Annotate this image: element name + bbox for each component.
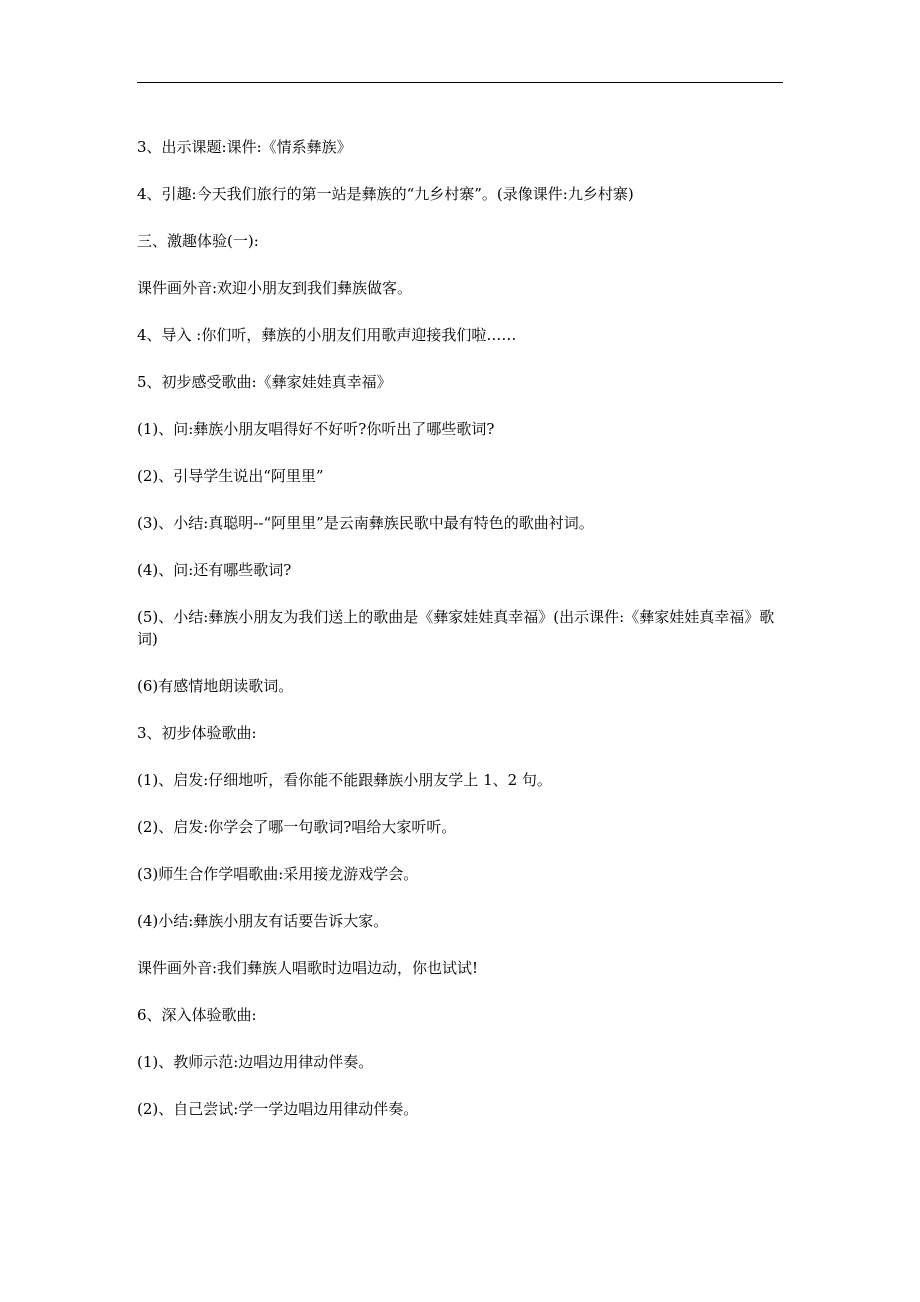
paragraph: (1)、教师示范:边唱边用律动伴奏。 [137,1053,374,1071]
paragraph: (6)有感情地朗读歌词。 [137,677,294,695]
paragraph: 5、初步感受歌曲:《彝家娃娃真幸福》 [137,373,392,391]
paragraph: (1)、问:彝族小朋友唱得好不好听?你听出了哪些歌词? [137,420,495,438]
paragraph: (3)师生合作学唱歌曲:采用接龙游戏学会。 [137,865,419,883]
paragraph: 4、引趣:今天我们旅行的第一站是彝族的“九乡村寨”。(录像课件:九乡村寨) [137,185,634,203]
paragraph: 课件画外音:我们彝族人唱歌时边唱边动，你也试试! [137,959,479,977]
paragraph: 4、导入 :你们听，彝族的小朋友们用歌声迎接我们啦…… [137,326,517,344]
paragraph: 课件画外音:欢迎小朋友到我们彝族做客。 [137,279,413,297]
paragraph: 3、初步体验歌曲: [137,724,257,742]
paragraph: (2)、引导学生说出“阿里里” [137,467,324,485]
paragraph: (1)、启发:仔细地听，看你能不能跟彝族小朋友学上 1、2 句。 [137,771,552,789]
section-heading: 三、激趣体验(一): [137,232,259,250]
paragraph: (4)小结:彝族小朋友有话要告诉大家。 [137,912,389,930]
paragraph: (2)、自己尝试:学一学边唱边用律动伴奏。 [137,1100,419,1118]
paragraph: 6、深入体验歌曲: [137,1006,257,1024]
paragraph: (2)、启发:你学会了哪一句歌词?唱给大家听听。 [137,818,457,836]
paragraph: 3、出示课题:课件:《情系彝族》 [137,138,352,156]
document-body [137,136,783,1120]
paragraph: (4)、问:还有哪些歌词? [137,561,292,579]
header-rule [137,82,783,83]
paragraph: (5)、小结:彝族小朋友为我们送上的歌曲是《彝家娃娃真幸福》(出示课件:《彝家娃娃真幸福》歌词) [137,608,775,648]
paragraph: (3)、小结:真聪明--“阿里里”是云南彝族民歌中最有特色的歌曲衬词。 [137,514,594,532]
